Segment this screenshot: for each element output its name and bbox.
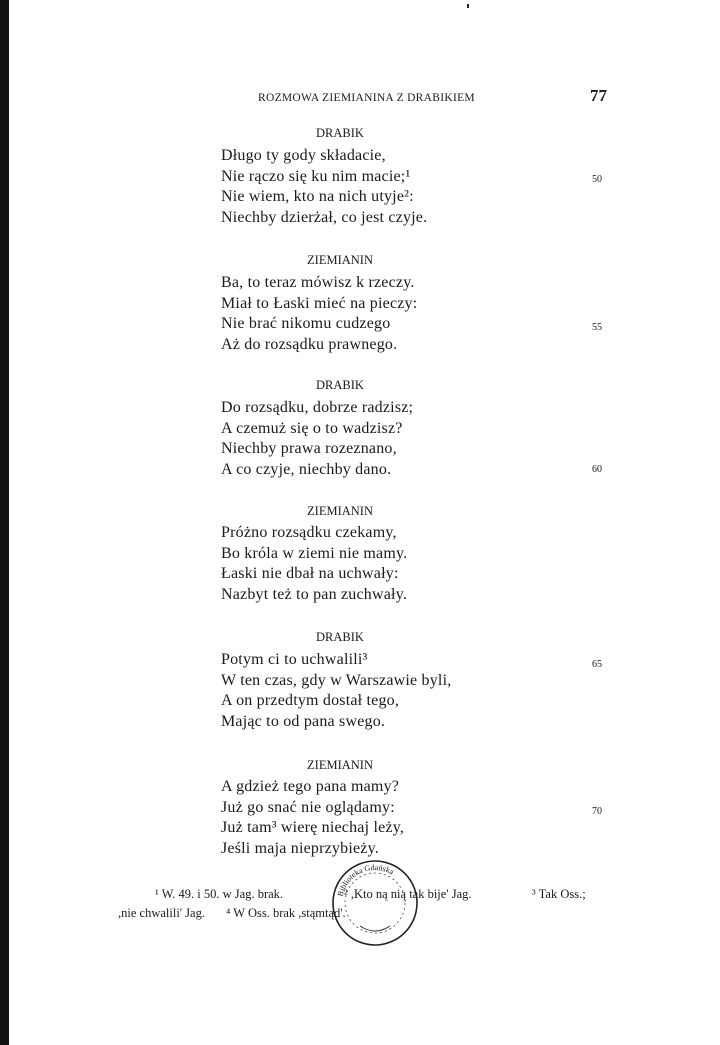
speaker-label: ZIEMIANIN bbox=[307, 253, 373, 267]
library-stamp-icon bbox=[330, 858, 420, 948]
line-number: 55 bbox=[592, 322, 602, 333]
verse-line: Miał to Łaski mieć na pieczy: bbox=[221, 294, 418, 312]
line-number: 60 bbox=[592, 464, 602, 475]
verse-line: Nie wiem, kto na nich utyje²: bbox=[221, 188, 414, 205]
line-number: 65 bbox=[592, 659, 602, 670]
svg-text:Biblioteka Gdańska: Biblioteka Gdańska bbox=[335, 862, 396, 898]
verse-line: Jeśli maja nieprzybieży. bbox=[221, 839, 379, 857]
stanza-6 bbox=[221, 777, 404, 859]
verse-line: A gdzież tego pana mamy? bbox=[221, 778, 400, 795]
footnote: ,nie chwalili' Jag. bbox=[118, 906, 205, 920]
speaker-label: DRABIK bbox=[316, 378, 364, 392]
footnote: ⁴ W Oss. brak ,stąmtąd'. bbox=[226, 906, 346, 920]
verse-line: Do rozsądku, dobrze radzisz; bbox=[221, 399, 414, 416]
stanza-3 bbox=[221, 398, 413, 480]
verse-line: A czemuż się o to wadzisz? bbox=[221, 419, 403, 437]
verse-line: Nie rączo się ku nim macie;¹ bbox=[221, 167, 411, 185]
footnote: ² ,Kto ną nią tak bije' Jag. bbox=[344, 887, 472, 901]
stanza-5 bbox=[221, 650, 451, 732]
line-number: 50 bbox=[592, 174, 602, 185]
verse-line: Ba, to teraz mówisz k rzeczy. bbox=[221, 274, 415, 291]
scan-speck bbox=[467, 4, 469, 8]
page-number: 77 bbox=[590, 86, 607, 105]
speaker-label: ZIEMIANIN bbox=[307, 758, 373, 772]
running-header: ROZMOWA ZIEMIANINA Z DRABIKIEM bbox=[258, 92, 475, 104]
verse-line: Próżno rozsądku czekamy, bbox=[221, 524, 397, 541]
footnote: ³ Tak Oss.; bbox=[532, 887, 586, 901]
verse-line: Mając to od pana swego. bbox=[221, 712, 386, 730]
speaker-label: DRABIK bbox=[316, 630, 364, 644]
verse-line: Bo króla w ziemi nie mamy. bbox=[221, 544, 408, 562]
verse-line: Już tam³ wierę niechaj leży, bbox=[221, 819, 405, 836]
verse-line: Niechby prawa rozeznano, bbox=[221, 440, 397, 457]
verse-line: W ten czas, gdy w Warszawie byli, bbox=[221, 671, 452, 689]
verse-line: Łaski nie dbał na uchwały: bbox=[221, 565, 399, 582]
verse-line: Aż do rozsądku prawnego. bbox=[221, 335, 398, 353]
stanza-1 bbox=[221, 146, 427, 228]
verse-line: Niechby dzierżał, co jest czyje. bbox=[221, 208, 428, 226]
footnote: ¹ W. 49. i 50. w Jag. brak. bbox=[155, 887, 284, 901]
verse-line: Nazbyt też to pan zuchwały. bbox=[221, 585, 408, 603]
verse-line: Długo ty gody składacie, bbox=[221, 147, 386, 164]
verse-line: Nie brać nikomu cudzego bbox=[221, 315, 391, 332]
verse-line: Potym ci to uchwalili³ bbox=[221, 651, 368, 668]
line-number: 70 bbox=[592, 806, 602, 817]
verse-line: A on przedtym dostał tego, bbox=[221, 692, 400, 709]
page-edge-shadow bbox=[0, 0, 9, 1045]
verse-line: Już go snać nie oglądamy: bbox=[221, 798, 395, 816]
stanza-2 bbox=[221, 273, 417, 355]
speaker-label: ZIEMIANIN bbox=[307, 504, 373, 518]
verse-line: A co czyje, niechby dano. bbox=[221, 460, 392, 478]
stanza-4 bbox=[221, 523, 407, 605]
speaker-label: DRABIK bbox=[316, 126, 364, 140]
